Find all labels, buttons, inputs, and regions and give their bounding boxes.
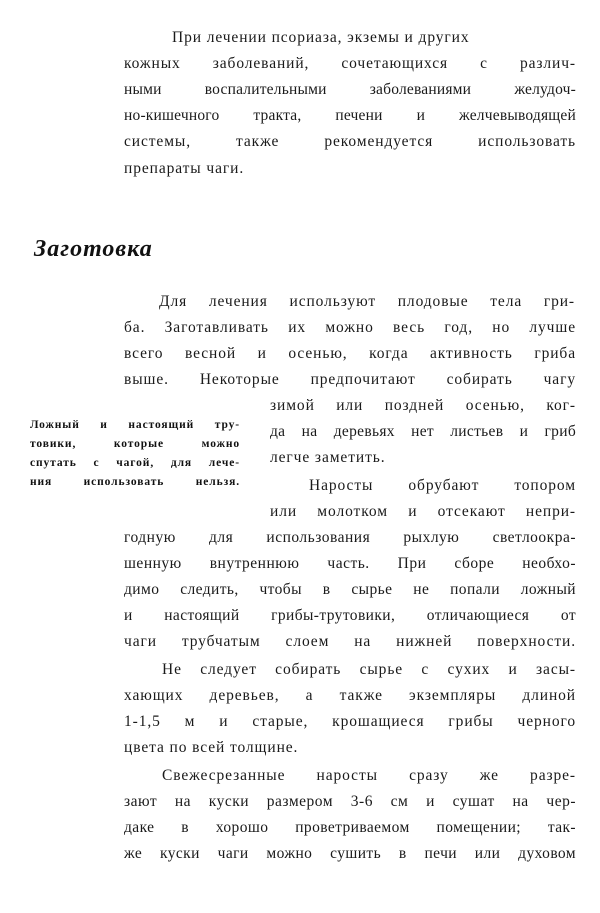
body-line: Наросты обрубают топором	[309, 477, 576, 494]
body-line: или молотком и отсекают непри-	[270, 503, 576, 520]
body-line: и настоящий грибы-трутовики, отличающиеся от	[124, 607, 576, 624]
body-line: да на деревьях нет листьев и гриб	[270, 423, 576, 440]
body-line: шенную внутреннюю часть. При сборе необхо-	[124, 555, 576, 572]
intro-line: ными воспалительными заболеваниями желудоч-	[124, 81, 576, 98]
body-line: же куски чаги можно сушить в печи или духовом	[124, 845, 576, 862]
intro-line: препараты чаги.	[124, 160, 245, 177]
intro-line: но-кишечного тракта, печени и желчевыводящей	[124, 107, 576, 124]
body-line: чаги трубчатым слоем на нижней поверхности.	[124, 633, 576, 650]
body-line: зимой или поздней осенью, ког-	[270, 397, 576, 414]
side-note-line: спутать с чагой, для лече-	[30, 457, 240, 469]
side-note-line: ния использовать нельзя.	[30, 476, 240, 488]
body-line: хающих деревьев, а также экземпляры длиной	[124, 687, 576, 704]
body-line: Не следует собирать сырье с сухих и засы-	[162, 661, 576, 678]
body-line: даке в хорошо проветриваемом помещении; так-	[124, 819, 576, 836]
body-line: Для лечения используют плодовые тела гри-	[159, 293, 575, 310]
body-line: легче заметить.	[270, 449, 386, 466]
intro-line: При лечении псориаза, экземы и других	[172, 29, 470, 46]
side-note-line: товики, которые можно	[30, 438, 240, 450]
side-note	[30, 416, 240, 492]
body-line: зают на куски размером 3-6 см и сушат на чер-	[124, 793, 576, 810]
body-line: Свежесрезанные наросты сразу же разре-	[162, 767, 576, 784]
body-line: всего весной и осенью, когда активность гриба	[124, 345, 576, 362]
body-line: цвета по всей толщине.	[124, 739, 299, 756]
body-line: годную для использования рыхлую светлоокра-	[124, 529, 576, 546]
body-line: ба. Заготавливать их можно весь год, но лучше	[124, 319, 576, 336]
body-line: выше. Некоторые предпочитают собирать чагу	[124, 371, 576, 388]
body-line: димо следить, чтобы в сырье не попали ложный	[124, 581, 576, 598]
side-note-line: Ложный и настоящий тру-	[30, 419, 240, 431]
section-heading: Заготовка	[34, 236, 153, 262]
intro-line: кожных заболеваний, сочетающихся с различ-	[124, 55, 576, 72]
body-line: 1-1,5 м и старые, крошащиеся грибы черного	[124, 713, 576, 730]
intro-line: системы, также рекомендуется использовать	[124, 133, 576, 150]
